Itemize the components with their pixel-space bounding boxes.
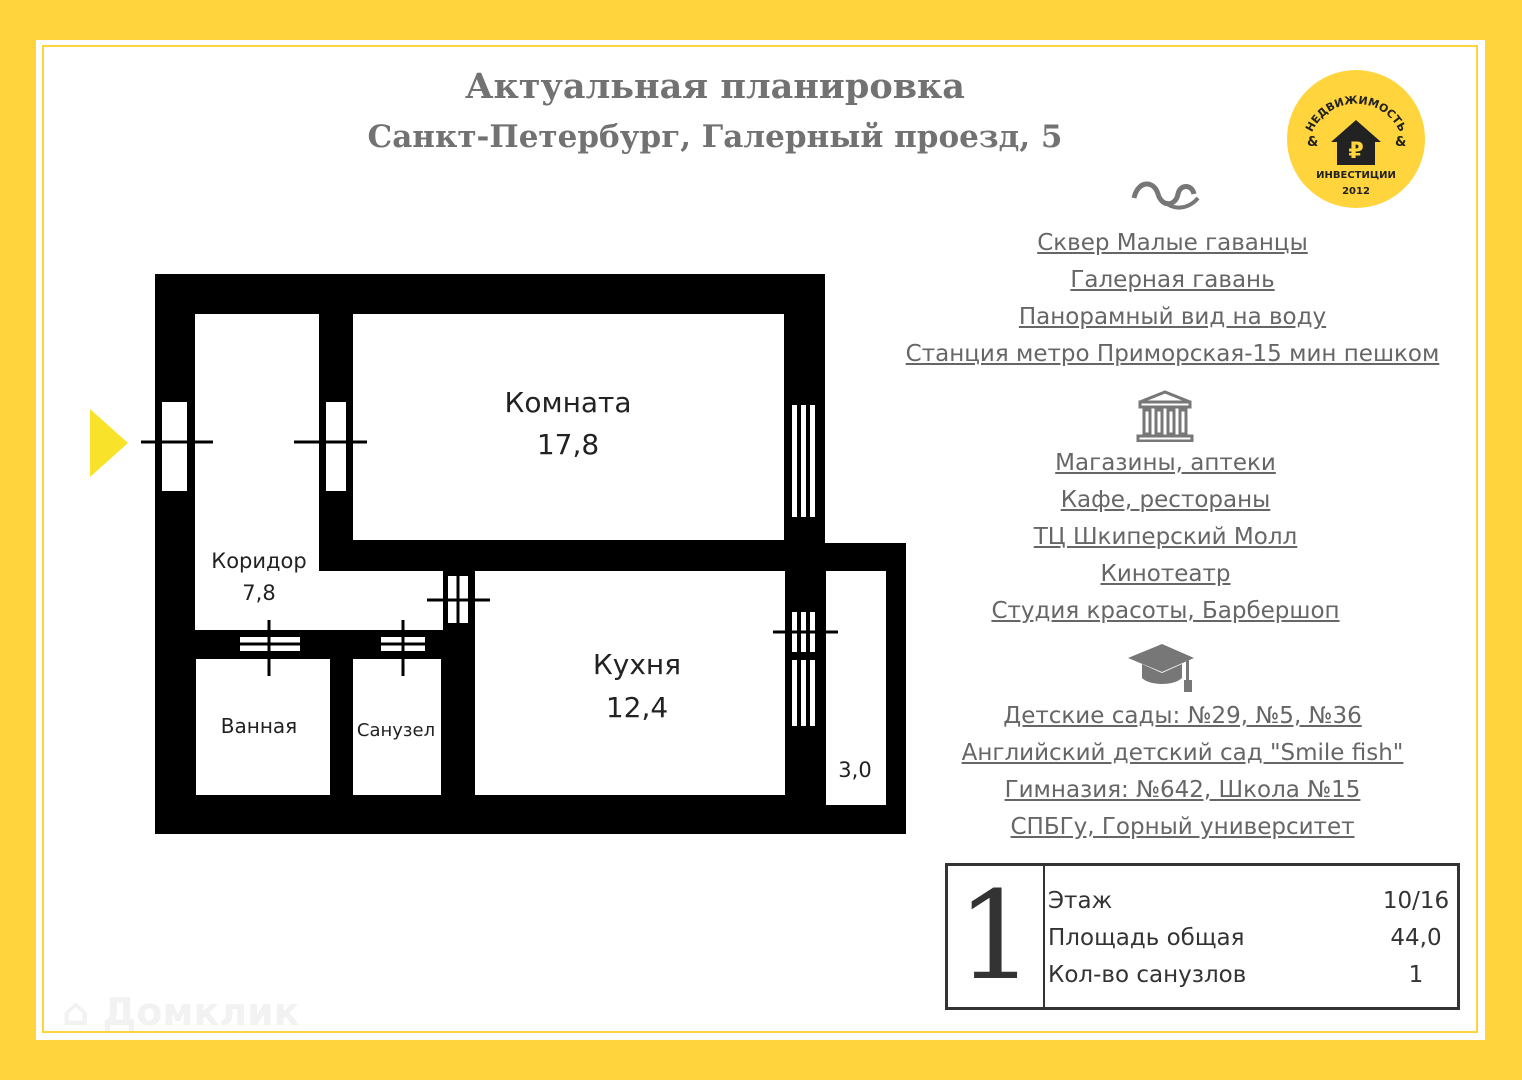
balcony-area-value: 3,0 xyxy=(838,758,872,782)
list-item[interactable]: Гимназия: №642, Школа №15 xyxy=(1004,777,1361,803)
summary-value: 10/16 xyxy=(1382,888,1450,914)
logo-top-text: НЕДВИЖИМОСТЬ xyxy=(1303,93,1409,134)
list-item[interactable]: Кафе, рестораны xyxy=(1060,487,1271,513)
summary-value: 1 xyxy=(1408,962,1424,988)
address-title: Санкт-Петербург, Галерный проезд, 5 xyxy=(367,119,1063,155)
list-item[interactable]: Панорамный вид на воду xyxy=(1018,304,1327,330)
home-icon: ⌂ xyxy=(62,990,90,1034)
logo-amp-left: & xyxy=(1307,135,1319,150)
kitchen-name: Кухня xyxy=(592,648,682,681)
watermark xyxy=(62,990,300,1034)
watermark-text: Домклик xyxy=(102,990,300,1034)
wc-name: Санузел xyxy=(356,720,436,741)
corridor-name: Коридор xyxy=(211,549,307,573)
list-item[interactable]: Детские сады: №29, №5, №36 xyxy=(1003,703,1362,729)
summary-label: Кол-во санузлов xyxy=(1048,962,1247,988)
list-item[interactable]: Кинотеатр xyxy=(1100,561,1231,587)
summary-value: 44,0 xyxy=(1390,925,1442,951)
room-name: Комната xyxy=(504,386,632,419)
list-item[interactable]: Магазины, аптеки xyxy=(1055,450,1276,476)
logo-currency: ₽ xyxy=(1348,139,1364,164)
summary-box xyxy=(945,863,1460,1010)
list-item[interactable]: Станция метро Приморская-15 мин пешком xyxy=(905,341,1440,367)
room-area-value: 17,8 xyxy=(536,428,600,461)
list-item[interactable]: СПБГу, Горный университет xyxy=(1010,814,1355,840)
corridor-area-value: 7,8 xyxy=(242,581,276,605)
logo-year: 2012 xyxy=(1342,186,1370,197)
kitchen-area-value: 12,4 xyxy=(605,691,669,724)
bath-name: Ванная xyxy=(220,714,298,738)
list-item[interactable]: ТЦ Шкиперский Молл xyxy=(1033,524,1298,550)
summary-label: Площадь общая xyxy=(1048,925,1245,951)
list-item[interactable]: Галерная гавань xyxy=(1070,267,1275,293)
balcony-door-window xyxy=(792,612,815,726)
room-area xyxy=(353,314,784,540)
room-window xyxy=(792,405,815,517)
list-item[interactable]: Студия красоты, Барбершоп xyxy=(991,598,1340,624)
kitchen-area xyxy=(475,571,785,795)
logo-amp-right: & xyxy=(1395,135,1407,150)
page-title: Актуальная планировка xyxy=(465,66,965,107)
summary-label: Этаж xyxy=(1048,888,1113,914)
logo-bottom-text: ИНВЕСТИЦИИ xyxy=(1316,170,1396,181)
list-item[interactable]: Сквер Малые гаванцы xyxy=(1037,230,1308,256)
rooms-count: 1 xyxy=(948,866,1045,1007)
list-item[interactable]: Английский детский сад "Smile fish" xyxy=(961,740,1404,766)
